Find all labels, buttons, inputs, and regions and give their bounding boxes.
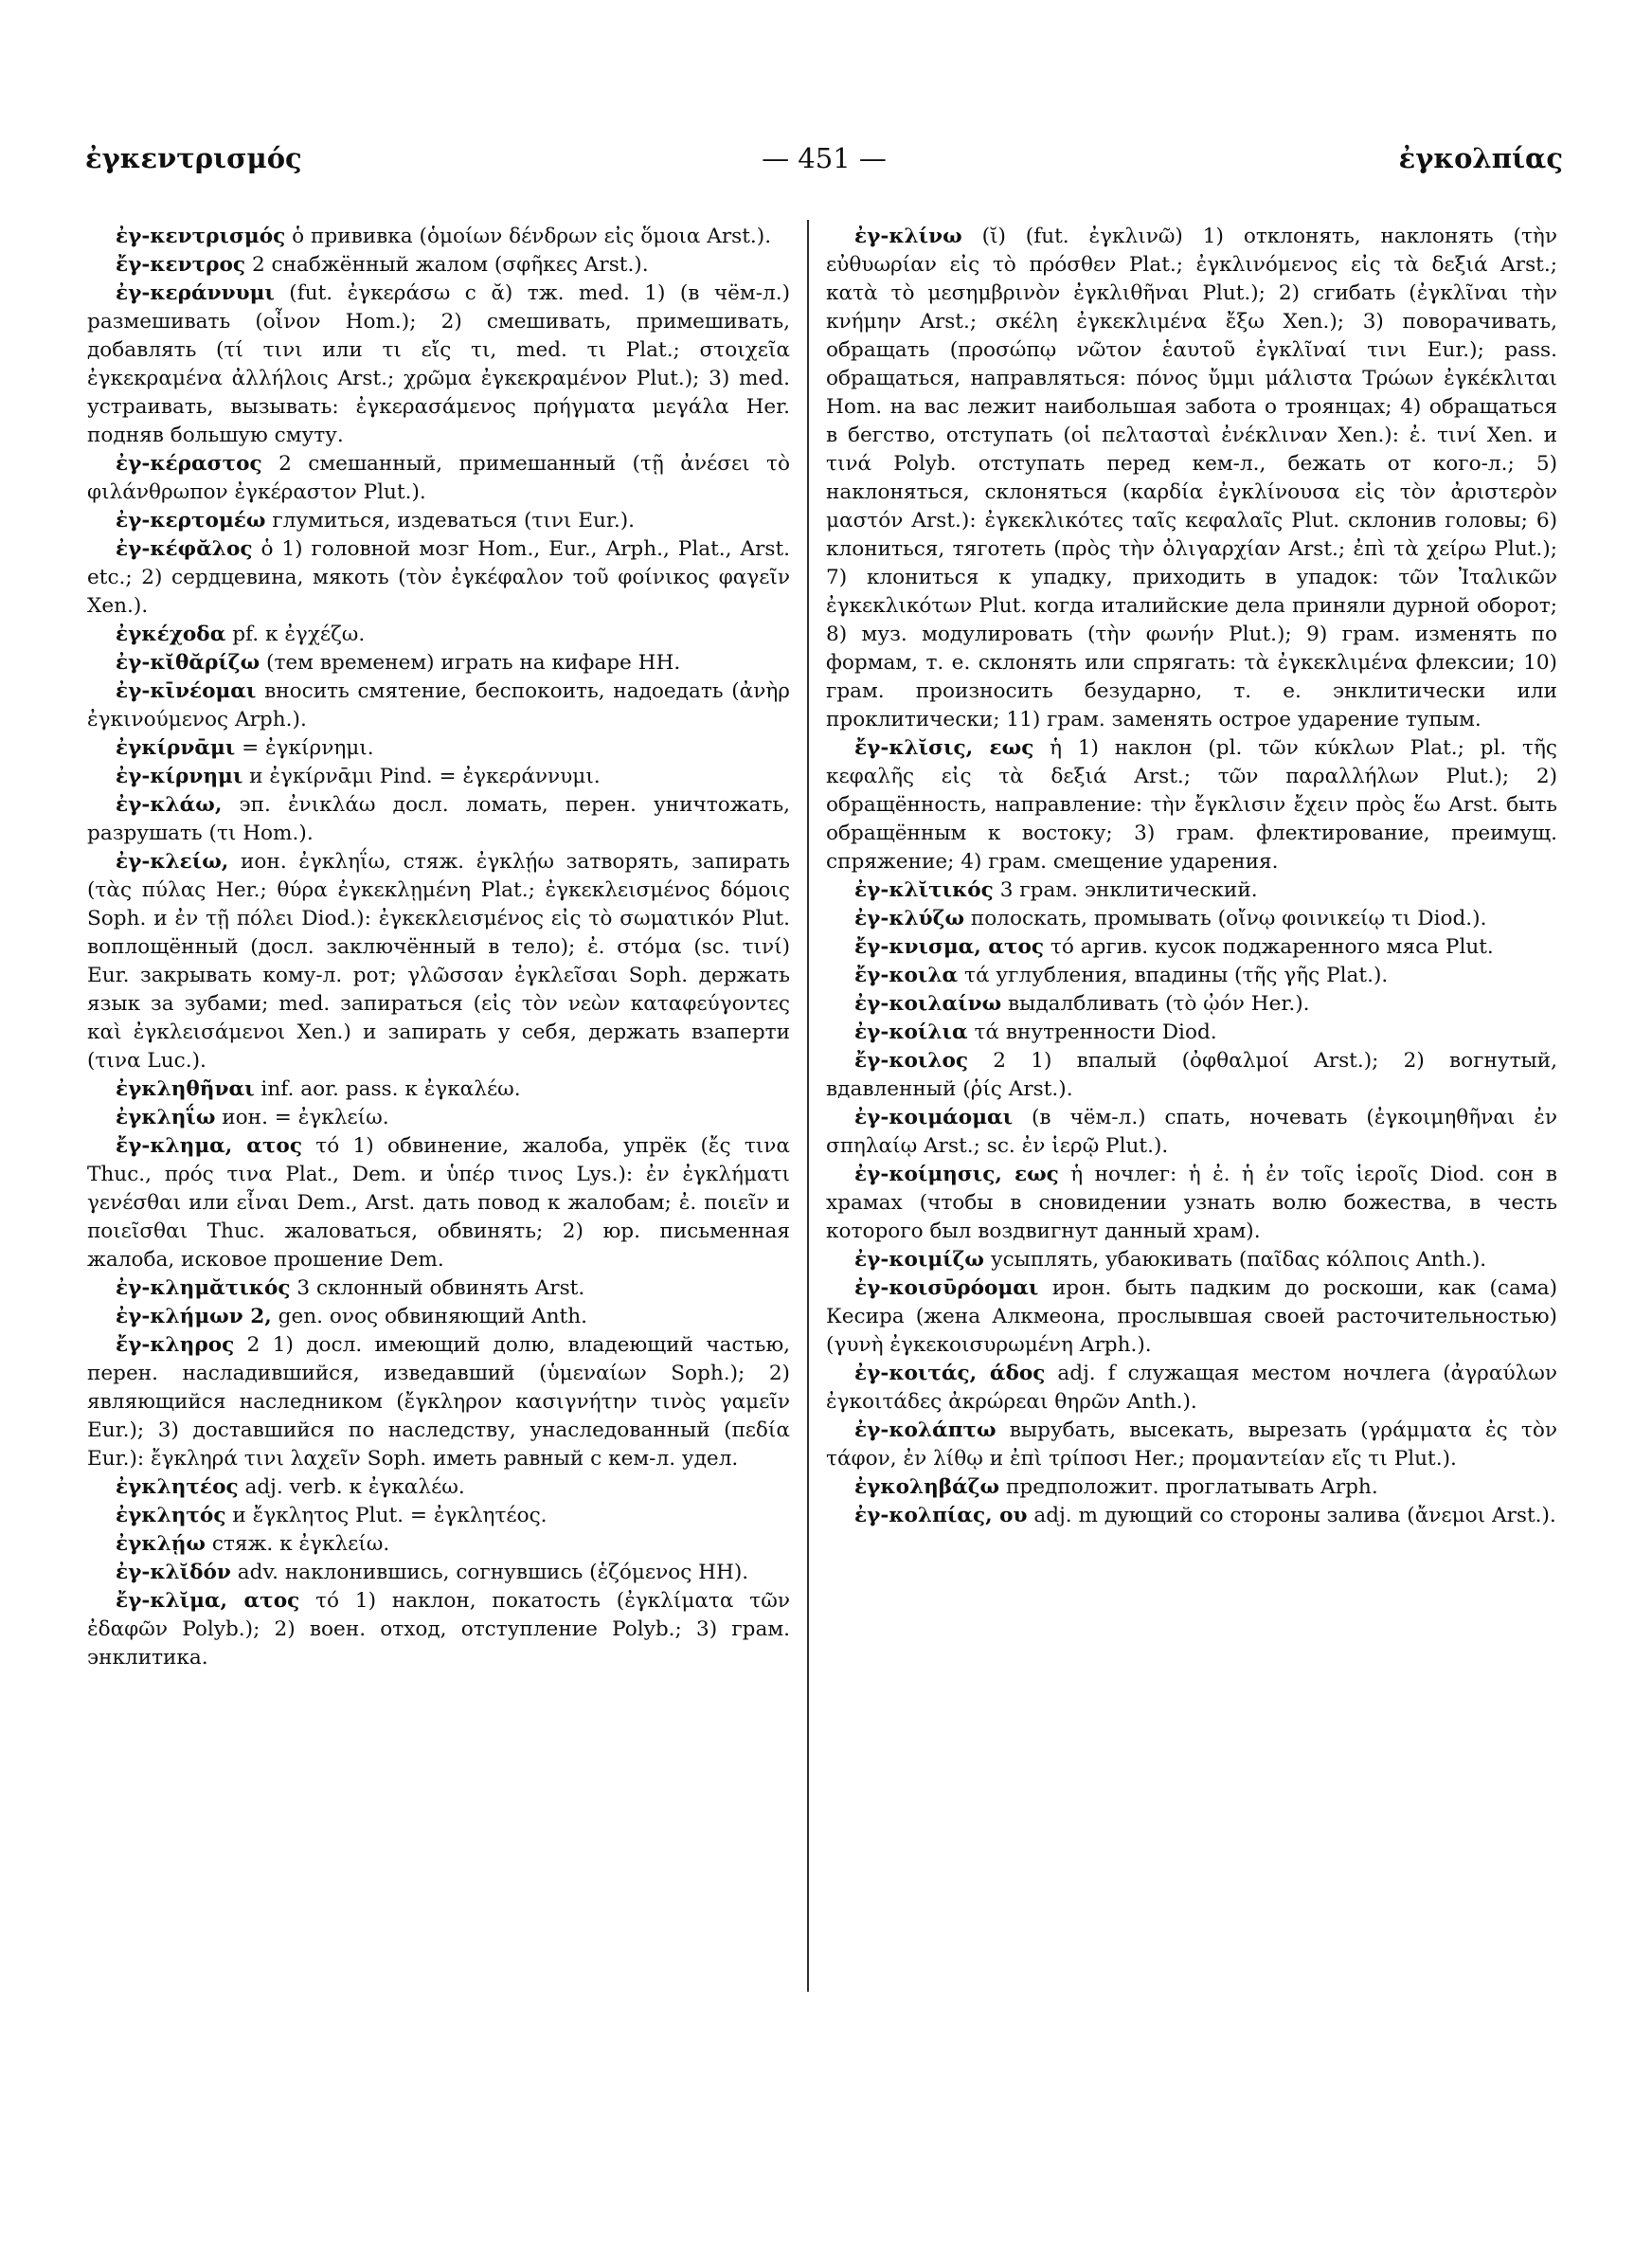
dictionary-entry — [87, 535, 790, 621]
entry-headword: ἐγ-κολάπτω — [854, 1418, 997, 1442]
entry-headword: ἐγ-κέφᾰλος — [116, 537, 253, 561]
entry-headword: ἐγκλητός — [116, 1504, 226, 1527]
dictionary-entry — [87, 1075, 790, 1104]
entry-headword: ἐγκλητέος — [116, 1475, 239, 1499]
entry-headword: ἐγ-κοιλαίνω — [854, 992, 1002, 1016]
entry-headword: ἔγ-κοιλος — [854, 1049, 969, 1073]
entry-definition: = ἐγκίρνημι. — [235, 736, 374, 760]
dictionary-entry — [87, 450, 790, 507]
entry-headword: ἐγ-κλήμων 2, — [116, 1305, 272, 1328]
dictionary-entry — [826, 1246, 1557, 1274]
dictionary-entry — [87, 251, 790, 280]
entry-definition: adv. наклонившись, согнувшись (ἑζόμενος HH). — [230, 1561, 749, 1584]
dictionary-entry — [826, 1502, 1557, 1530]
entry-headword: ἐγκλῄω — [116, 1532, 206, 1556]
column-divider — [807, 220, 809, 1992]
entry-definition: выдалбливать (τὸ ᾠόν Her.). — [1001, 992, 1310, 1016]
entry-headword: ἐγ-κλῐδόν — [116, 1561, 231, 1584]
entry-definition: gen. ονος обвиняющий Anth. — [271, 1305, 588, 1328]
entry-headword: ἐγ-κῑνέομαι — [116, 679, 257, 703]
entry-definition: 2 1) впалый (ὀφθαλμοί Arst.); 2) вогнутый, вдавленный (ῥίς Arst.). — [826, 1049, 1557, 1101]
entry-definition: ὁ 1) головной мозг Hom., Eur., Arph., Plat., Arst. etc.; 2) сердцевина, мякоть (τὸν ἐγκέφαλον τοῦ φοίνικος φαγεῖν Xen.). — [87, 537, 790, 618]
entry-definition: adj. m дующий со стороны залива (ἄνεμοι Arst.). — [1027, 1504, 1556, 1527]
entry-headword: ἐγ-κλάω, — [116, 793, 223, 817]
dictionary-entry — [87, 763, 790, 791]
entry-definition: усыплять, убаюкивать (παῖδας κόλποις Anth.). — [984, 1248, 1487, 1272]
entry-headword: ἔγ-κεντρος — [116, 253, 246, 277]
dictionary-entry — [87, 1473, 790, 1502]
entry-headword: ἔγ-κληρος — [116, 1333, 235, 1357]
dictionary-entry — [826, 1161, 1557, 1246]
page-number: — 451 — — [762, 142, 887, 174]
dictionary-entry — [826, 1047, 1557, 1104]
dictionary-entry — [87, 1104, 790, 1132]
dictionary-entry — [826, 905, 1557, 933]
entry-definition: предположит. проглатывать Arph. — [999, 1475, 1378, 1499]
dictionary-entry — [87, 1502, 790, 1530]
dictionary-entry — [826, 990, 1557, 1019]
entry-headword: ἐγ-κεντρισμός — [116, 225, 286, 248]
left-running-headword: ἐγκεντρισμός — [85, 142, 302, 174]
dictionary-entry — [87, 791, 790, 848]
entry-headword: ἔγ-κλῐμα, ατος — [116, 1589, 300, 1613]
entry-headword: ἔγ-κοιλα — [854, 964, 959, 987]
entry-definition: 2 1) досл. имеющий долю, владеющий частью, перен. насладившийся, изведавший (ὑμεναίων Soph.); 2) являющийся наследником (ἔγκληρον κασιγνήτην τινὸς γαμεῖν Eur.); 3) доставшийся по наследству, унаследованный (πεδία Eur.): ἔγκληρά τινι λαχεῖν Soph. иметь равный с кем-л. удел. — [87, 1333, 790, 1471]
entry-definition: вырубать, высекать, вырезать (γράμματα ἐς τὸν τάφον, ἐν λίθῳ и ἐπὶ τρίποσι Her.; προμαντείαν εἴς τι Plut.). — [826, 1418, 1557, 1471]
dictionary-entry — [826, 223, 1557, 734]
entry-definition: 3 грам. энклитический. — [993, 878, 1258, 902]
entry-headword: ἐγ-κοιμίζω — [854, 1248, 984, 1272]
entry-definition: вносить смятение, беспокоить, надоедать (ἀνὴρ ἐγκινούμενος Arph.). — [87, 679, 790, 731]
entry-headword: ἐγ-κλημᾰτικός — [116, 1276, 291, 1300]
dictionary-entry — [87, 223, 790, 251]
entry-headword: ἐγκληΐω — [116, 1106, 216, 1129]
entry-definition: 2 снабжённый жалом (σφῆκες Arst.). — [245, 253, 649, 277]
dictionary-entry — [826, 876, 1557, 905]
entry-definition: ἡ ночлег: ἡ ἐ. ἡ ἐν τοῖς ἱεροῖς Diod. сон в храмах (чтобы в сновидении узнать волю божества, в честь которого был воздвигнут данный храм). — [826, 1163, 1557, 1243]
entry-headword: ἐγ-κλύζω — [854, 907, 965, 930]
left-column — [87, 223, 790, 1672]
entry-definition: τό 1) обвинение, жалоба, упрёк (ἔς τινα Thuc., πρός τινα Plat., Dem. и ὑπέρ τινος Lys.): ἐν ἐγκλήματι γενέσθαι или εἶναι Dem., Arst. дать повод к жалобам; ἐ. ποιεῖν и ποιεῖσθαι Thuc. жаловаться, обвинять; 2) юр. письменная жалоба, исковое прошение Dem. — [87, 1134, 790, 1272]
entry-headword: ἐγ-κοιτάς, άδος — [854, 1362, 1046, 1385]
dictionary-entry — [87, 1559, 790, 1587]
dictionary-entry — [87, 1303, 790, 1331]
entry-headword: ἐγ-κλῐτικός — [854, 878, 994, 902]
dictionary-entry — [87, 1274, 790, 1303]
entry-definition: 3 склонный обвинять Arst. — [290, 1276, 585, 1300]
entry-definition: ἡ 1) наклон (pl. τῶν κύκλων Plat.; pl. τῆς κεφαλῆς εἰς τὰ δεξιά Arst.; τῶν παραλλήλων Plut.); 2) обращённость, направление: τὴν ἔγκλισιν ἔχειν πρὸς ἕω Arst. быть обращённым к востоку; 3) грам. флектирование, преимущ. спряжение; 4) грам. смещение ударения. — [826, 736, 1557, 874]
entry-definition: inf. aor. pass. к ἐγκαλέω. — [254, 1077, 521, 1101]
dictionary-entry — [826, 1019, 1557, 1047]
entry-headword: ἐγ-κοίμησις, εως — [854, 1163, 1059, 1186]
entry-definition: (в чём-л.) спать, ночевать (ἐγκοιμηθῆναι ἐν σπηλαίῳ Arst.; sc. ἐν ἱερῷ Plut.). — [826, 1106, 1557, 1158]
entry-definition: (ῐ) (fut. ἐγκλινῶ) 1) отклонять, наклонять (τὴν εὐθυωρίαν εἰς τὸ πρόσθεν Plat.; ἐγκλινόμενος εἰς τὰ δεξιά Arst.; κατὰ τὸ μεσημβρινὸν ἐγκλιθῆναι Plut.); 2) сгибать (ἐγκλῖναι τὴν κνήμην Arst.; σκέλη ἐγκεκλιμένα ἔξω Xen.); 3) поворачивать, обращать (προσώπῳ νῶτον ἑαυτοῦ ἐγκλῖναί τινι Eur.); pass. обращаться, направляться: πόνος ὔμμι μάλιστα Τρώων ἐγκέκλιται Hom. на вас лежит наибольшая забота о троянцах; 4) обращаться в бегство, отступать (οἱ πελτασταὶ ἐνέκλιναν Xen.): ἐ. τινί Xen. и τινά Polyb. отступать перед кем-л., бежать от кого-л.; 5) наклоняться, склоняться (καρδία ἐγκλίνουσα εἰς τὸν ἀριστερὸν μαστόν Arst.): ἐγκεκλικότες ταῖς κεφαλαῖς Plut. склонив головы; 6) клониться, тяготеть (πρὸς τὴν ὀλιγαρχίαν Arst.; ἐπὶ τὰ χείρω Plut.); 7) клониться к упадку, приходить в упадок: τῶν Ἰταλικῶν ἐγκεκλικότων Plut. когда италийские дела приняли дурной оборот; 8) муз. модулировать (τὴν φωνήν Plut.); 9) грам. изменять по формам, т. е. склонять или спрягать: τὰ ἐγκεκλιμένα флексии; 10) грам. произносить безударно, т. е. энклитически или проклитически; 11) грам. заменять острое ударение тупым. — [826, 225, 1557, 731]
entry-headword: ἐγ-κοισῡρόομαι — [854, 1276, 1039, 1300]
entry-definition: стяж. к ἐγκλείω. — [205, 1532, 390, 1556]
entry-headword: ἐγ-κλίνω — [854, 225, 962, 248]
entry-headword: ἐγ-κῐθᾰρίζω — [116, 651, 260, 675]
entry-definition: adj. verb. к ἐγκαλέω. — [238, 1475, 465, 1499]
dictionary-entry — [826, 1417, 1557, 1473]
dictionary-entry — [87, 1331, 790, 1473]
right-running-headword: ἐγκολπίας — [1398, 142, 1563, 174]
entry-definition: и ἔγκλητος Plut. = ἐγκλητέος. — [225, 1504, 548, 1527]
entry-headword: ἐγκέχοδα — [116, 623, 226, 646]
dictionary-entry — [87, 734, 790, 763]
entry-definition: эп. ἐνικλάω досл. ломать, перен. уничтожать, разрушать (τι Hom.). — [87, 793, 790, 845]
entry-headword: ἐγ-κλείω, — [116, 850, 229, 874]
dictionary-entry — [87, 649, 790, 677]
dictionary-entry — [826, 1473, 1557, 1502]
entry-headword: ἐγ-κίρνημι — [116, 765, 243, 788]
entry-definition: и ἐγκίρνᾱμι Pind. = ἐγκεράννυμι. — [242, 765, 601, 788]
dictionary-entry — [87, 677, 790, 734]
entry-headword: ἐγκίρνᾱμι — [116, 736, 236, 760]
entry-definition: adj. f служащая местом ночлега (ἀγραύλων ἐγκοιτάδες ἀκρώρεαι θηρῶν Anth.). — [826, 1362, 1557, 1414]
dictionary-entry — [826, 933, 1557, 962]
dictionary-entry — [826, 1104, 1557, 1161]
entry-headword: ἔγ-κλημα, ατος — [116, 1134, 302, 1158]
dictionary-entry — [87, 621, 790, 649]
dictionary-entry — [826, 1274, 1557, 1360]
entry-headword: ἐγκληθῆναι — [116, 1077, 255, 1101]
right-column — [826, 223, 1557, 1530]
entry-definition: (тем временем) играть на кифаре HH. — [260, 651, 681, 675]
entry-headword: ἐγ-κοιμάομαι — [854, 1106, 1014, 1129]
entry-headword: ἐγ-κοίλια — [854, 1020, 968, 1044]
entry-headword: ἔγ-κλῐσις, εως — [854, 736, 1034, 760]
entry-headword: ἐγ-κεράννυμι — [116, 281, 275, 305]
entry-definition: τό 1) наклон, покатость (ἐγκλίματα τῶν ἐδαφῶν Polyb.); 2) воен. отход, отступление Polyb.; 3) грам. энклитика. — [87, 1589, 790, 1670]
entry-headword: ἐγ-κολπίας, ου — [854, 1504, 1028, 1527]
entry-definition: глумиться, издеваться (τινι Eur.). — [265, 509, 636, 533]
dictionary-entry — [826, 962, 1557, 990]
entry-definition: полоскать, промывать (οἴνῳ φοινικείῳ τι Diod.). — [964, 907, 1487, 930]
entry-definition: ион. = ἐγκλείω. — [215, 1106, 389, 1129]
dictionary-entry — [826, 734, 1557, 876]
dictionary-entry — [87, 507, 790, 535]
entry-definition: (fut. ἐγκεράσω с ᾰ) тж. med. 1) (в чём-л.) размешивать (οἶνον Hom.); 2) смешивать, примешивать, добавлять (τί τινι или τι εἴς τι, med. τι Plat.; στοιχεῖα ἐγκεκραμένα ἀλλήλοις Arst.; χρῶμα ἐγκεκραμένον Plut.); 3) med. устраивать, вызывать: ἐγκερασάμενος πρήγματα μεγάλα Her. подняв большую смуту. — [87, 281, 790, 447]
dictionary-entry — [87, 1132, 790, 1274]
page-header — [85, 142, 1563, 190]
entry-headword: ἐγκοληβάζω — [854, 1475, 1000, 1499]
entry-definition: ὁ прививка (ὁμοίων δένδρων εἰς ὅμοια Arst.). — [285, 225, 772, 248]
dictionary-entry — [87, 848, 790, 1075]
dictionary-entry — [87, 1530, 790, 1559]
dictionary-entry — [87, 1587, 790, 1672]
entry-definition: 2 смешанный, примешанный (τῇ ἀνέσει τὸ φιλάνθρωπον ἐγκέραστον Plut.). — [87, 452, 790, 504]
entry-headword: ἔγ-κνισμα, ατος — [854, 935, 1045, 959]
entry-headword: ἐγ-κερτομέω — [116, 509, 266, 533]
entry-definition: τά внутренности Diod. — [967, 1020, 1217, 1044]
entry-definition: ион. ἐγκληΐω, стяж. ἐγκλῄω затворять, запирать (τὰς πύλας Her.; θύρα ἐγκεκλῃμένη Plat.; ἐγκεκλεισμένος δόμοις Soph. и ἐν τῇ πόλει Diod.): ἐγκεκλεισμένος εἰς τὸ σωματικόν Plut. воплощённый (досл. заключённый в тело); ἐ. στόμα (sc. τινί) Eur. закрывать кому-л. рот; γλῶσσαν ἐγκλεῖσαι Soph. держать язык за зубами; med. запираться (εἰς τὸν νεὼν καταφεύγοντες καὶ ἐγκλεισάμενοι Xen.) и запирать у себя, держать взаперти (τινα Luc.). — [87, 850, 790, 1073]
dictionary-entry — [87, 280, 790, 450]
entry-definition: pf. к ἐγχέζω. — [225, 623, 366, 646]
entry-definition: τά углубления, впадины (τῆς γῆς Plat.). — [958, 964, 1389, 987]
entry-definition: ирон. быть падким до роскоши, как (сама) Кесира (жена Алкмеона, прослывшая своей расточительностью) (γυνὴ ἐγκεκοισυρωμένη Arph.). — [826, 1276, 1557, 1357]
entry-definition: τό аргив. кусок поджаренного мяса Plut. — [1044, 935, 1494, 959]
dictionary-entry — [826, 1360, 1557, 1417]
entry-headword: ἐγ-κέραστος — [116, 452, 262, 476]
